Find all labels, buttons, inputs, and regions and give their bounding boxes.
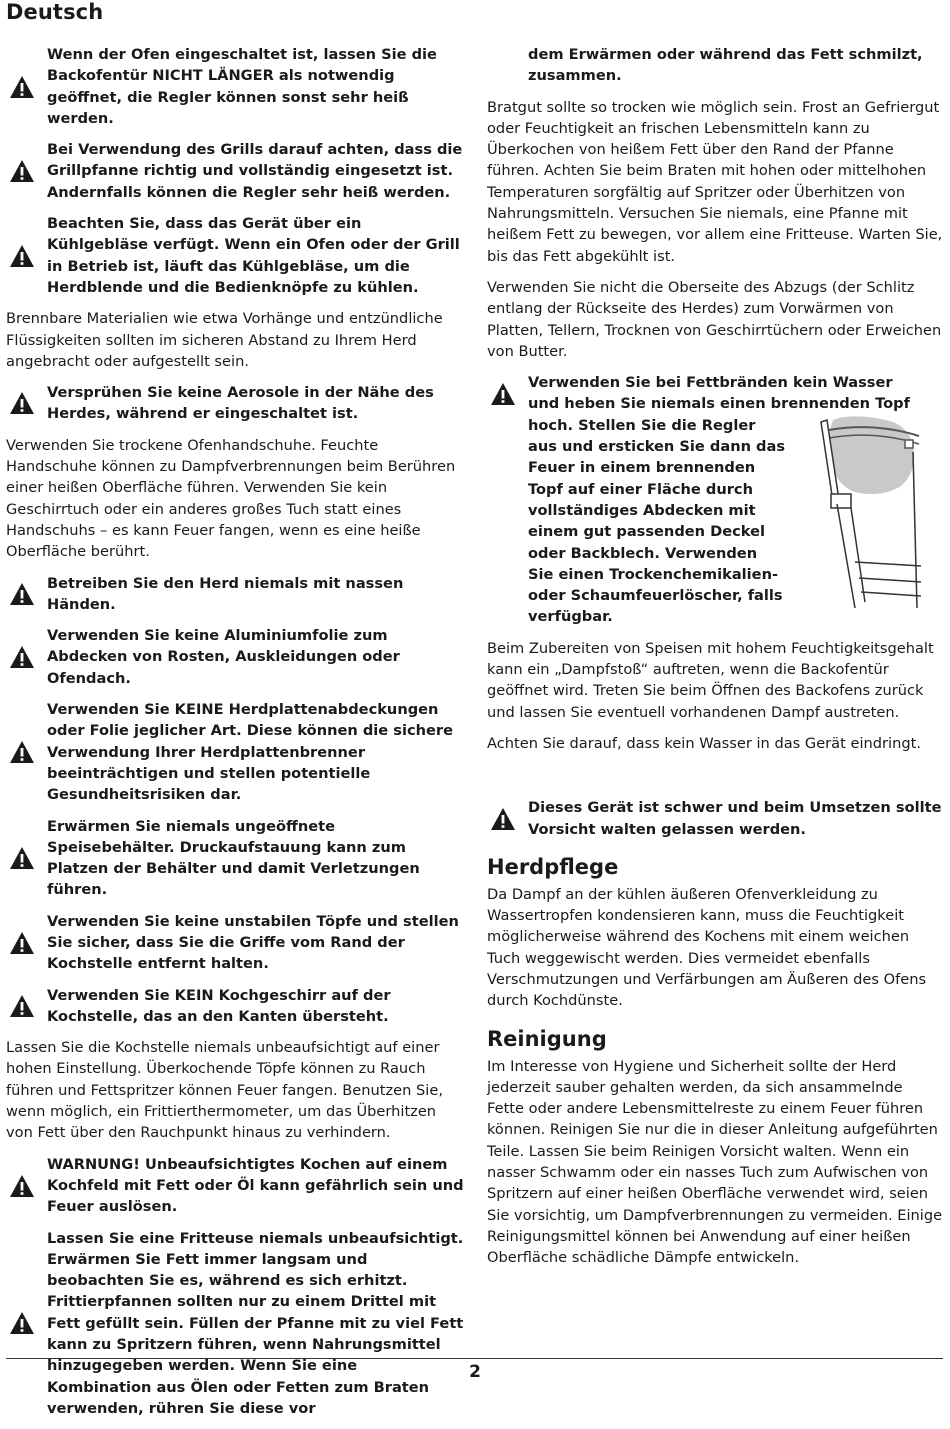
warning-text: Verwenden Sie keine Aluminiumfolie zum Abdecken von Rosten, Auskleidungen oder Ofendach. [47, 627, 400, 687]
warning-triangle-icon [490, 807, 516, 831]
warning-block [6, 213, 464, 298]
warning-text: Beachten Sie, dass das Gerät über ein Kühlgebläse verfügt. Wenn ein Ofen oder der Grill in Betrieb ist, läuft das Kühlgebläse, um die Herdblende und die Bedienknöpfe zu kühlen. [47, 215, 460, 296]
warning-block [6, 1154, 464, 1218]
warning-text: WARNUNG! Unbeaufsichtigtes Kochen auf einem Kochfeld mit Fett oder Öl kann gefährlich sein und Feuer auslösen. [47, 1155, 464, 1216]
pan-fire-illustration [793, 412, 923, 612]
page-number: 2 [469, 1362, 481, 1382]
warning-block [6, 625, 464, 689]
fire-warning-line: Topf auf einer Fläche durch [528, 480, 753, 498]
warning-text: Wenn der Ofen eingeschaltet ist, lassen Sie die Backofentür NICHT LÄNGER als notwendig geöffnet, die Regler können sonst sehr heiß werden. [47, 46, 437, 127]
warning-text: Verwenden Sie keine unstabilen Töpfe und stellen Sie sicher, dass Sie die Griffe vom Rand der Kochstelle entfernt halten. [47, 912, 459, 973]
paragraph: Verwenden Sie trockene Ofenhandschuhe. Feuchte Handschuhe können zu Dampfverbrennungen beim Berühren einer heißen Oberfläche führen. Verwenden Sie kein Geschirrtuch oder ein anderes großes Tuch statt eines Handschuhs – es kann Feuer fangen, wenn es eine heiße Oberfläche berührt. [6, 436, 456, 561]
fire-warning-block [487, 372, 943, 628]
fire-warning-line: vollständiges Abdecken mit [528, 501, 756, 519]
section-heading-reinigung: Reinigung [487, 1026, 607, 1051]
warning-text: Verwenden Sie KEINE Herdplattenabdeckungen oder Folie jeglicher Art. Diese können die sichere Verwendung Ihrer Herdplattenbrenner beeinträchtigen und stellen potentielle Gesundheitsrisiken dar. [47, 701, 454, 804]
left-column [6, 44, 464, 1429]
warning-triangle-icon [9, 75, 35, 99]
fire-warning-line: Feuer in einem brennenden [528, 459, 756, 477]
section-heading-herdpflege: Herdpflege [487, 854, 619, 879]
warning-block [6, 382, 464, 425]
warning-continuation: dem Erwärmen oder während das Fett schmilzt, zusammen. [528, 46, 923, 85]
warning-text: Erwärmen Sie niemals ungeöffnete Speisebehälter. Druckaufstauung kann zum Platzen der Behälter und damit Verletzungen führen. [47, 817, 420, 899]
warning-block [6, 911, 464, 975]
paragraph: Beim Zubereiten von Speisen mit hohem Feuchtigkeitsgehalt kann ein „Dampfstoß“ auftreten, wenn die Backofentür geöffnet wird. Treten Sie beim Öffnen des Backofens zurück und lassen Sie eventuell vorhandenen Dampf austreten. [487, 639, 934, 721]
fire-warning-line: oder Schaumfeuerlöscher, falls [528, 587, 783, 605]
warning-block [6, 816, 464, 901]
warning-text: Lassen Sie eine Fritteuse niemals unbeaufsichtigt. Erwärmen Sie Fett immer langsam und beobachten Sie es, während es sich erhitzt. Frittierpfannen sollten nur zu einem Drittel mit Fett gefüllt sein. Füllen der Pfanne mit zu viel Fett kann zu Spritzern führen, wenn Nahrungsmittel hinzugegeben werden. Wenn Sie eine Kombination aus Ölen oder Fetten zum Braten verwenden, rühren Sie diese vor [47, 1229, 464, 1417]
warning-triangle-icon [9, 931, 35, 955]
fire-warning-line: Verwenden Sie bei Fettbränden kein Wasser [528, 374, 893, 392]
warning-triangle-icon [9, 1311, 35, 1335]
warning-block [6, 573, 464, 616]
warning-triangle-icon [9, 740, 35, 764]
fire-warning-line: verfügbar. [528, 608, 613, 626]
warning-block [6, 699, 464, 805]
warning-triangle-icon [9, 391, 35, 415]
warning-block [6, 139, 464, 203]
fire-warning-line: oder Backblech. Verwenden [528, 544, 758, 562]
warning-triangle-icon [9, 846, 35, 870]
warning-text: Verwenden Sie KEIN Kochgeschirr auf der Kochstelle, das an den Kanten übersteht. [47, 986, 391, 1025]
paragraph: Bratgut sollte so trocken wie möglich sein. Frost an Gefriergut oder Feuchtigkeit an frischen Lebensmitteln kann zu Überkochen von heißem Fett über den Rand der Pfanne führen. Achten Sie beim Braten mit hohen oder mittelhohen Temperaturen sorgfältig auf Spritzer oder Überhitzen von Nahrungsmitteln. Versuchen Sie niemals, eine Pfanne mit heißem Fett zu bewegen, vor allem eine Fritteuse. Warten Sie, bis das Fett abgekühlt ist. [487, 98, 943, 265]
right-column [487, 44, 943, 1279]
paragraph: Verwenden Sie nicht die Oberseite des Abzugs (der Schlitz entlang der Rückseite des Herdes) zum Vorwärmen von Platten, Tellern, Trocknen von Geschirrtüchern oder Erweichen von Butter. [487, 278, 942, 360]
warning-triangle-icon [490, 382, 516, 406]
paragraph: Achten Sie darauf, dass kein Wasser in das Gerät eindringt. [487, 734, 921, 752]
warning-text: Bei Verwendung des Grills darauf achten, dass die Grillpfanne richtig und vollständig eingesetzt ist. Andernfalls können die Regler sehr heiß werden. [47, 141, 463, 201]
fire-warning-line: Sie einen Trockenchemikalien- [528, 565, 779, 583]
fire-warning-line: einem gut passenden Deckel [528, 523, 766, 541]
warning-triangle-icon [9, 244, 35, 268]
warning-triangle-icon [9, 159, 35, 183]
warning-triangle-icon [9, 994, 35, 1018]
warning-text: Versprühen Sie keine Aerosole in der Nähe des Herdes, während er eingeschaltet ist. [47, 384, 434, 423]
fire-warning-line: hoch. Stellen Sie die Regler [528, 416, 756, 434]
warning-triangle-icon [9, 1174, 35, 1198]
warning-block [487, 797, 943, 840]
paragraph: Im Interesse von Hygiene und Sicherheit sollte der Herd jederzeit sauber gehalten werden, da sich ansammelnde Fette oder andere Lebensmittelreste zu einem Feuer führen können. Reinigen Sie nur die in dieser Anleitung aufgeführten Teile. Lassen Sie beim Reinigen Vorsicht walten. Wenn ein nasser Schwamm oder ein nasses Tuch zum Aufwischen von Spritzern auf einer heißen Oberfläche verwendet wird, seien Sie vorsichtig, um Dampfverbrennungen zu vermeiden. Einige Reinigungsmittel können bei Anwendung auf einer heißen Oberfläche schädliche Dämpfe entwickeln. [487, 1057, 943, 1267]
warning-text: Dieses Gerät ist schwer und beim Umsetzen sollte Vorsicht walten gelassen werden. [528, 799, 942, 838]
warning-block [6, 985, 464, 1028]
paragraph: Brennbare Materialien wie etwa Vorhänge und entzündliche Flüssigkeiten sollten im sicheren Abstand zu Ihrem Herd angebracht oder aufgestellt sein. [6, 310, 443, 370]
paragraph: Da Dampf an der kühlen äußeren Ofenverkleidung zu Wassertropfen kondensieren kann, muss die Feuchtigkeit möglicherweise während des Kochens mit einem weichen Tuch weggewischt werden. Dies vermeidet ebenfalls Verschmutzungen und Verfärbungen am Äußeren des Ofens durch Kochdünste. [487, 885, 927, 1010]
warning-block [6, 44, 464, 129]
warning-triangle-icon [9, 582, 35, 606]
warning-block [6, 1228, 464, 1420]
warning-triangle-icon [9, 645, 35, 669]
footer-divider [6, 1358, 943, 1359]
warning-text: Betreiben Sie den Herd niemals mit nassen Händen. [47, 574, 404, 613]
fire-warning-line: und heben Sie niemals einen brennenden Topf [528, 395, 910, 413]
fire-warning-line: aus und ersticken Sie dann das [528, 438, 786, 456]
paragraph: Lassen Sie die Kochstelle niemals unbeaufsichtigt auf einer hohen Einstellung. Überkochende Töpfe können zu Rauch führen und Fettspritzer können Feuer fangen. Benutzen Sie, wenn möglich, ein Frittierthermometer, um das Überhitzen von Fett über den Rauchpunkt hinaus zu verhindern. [6, 1039, 443, 1142]
page-title: Deutsch [6, 0, 104, 24]
